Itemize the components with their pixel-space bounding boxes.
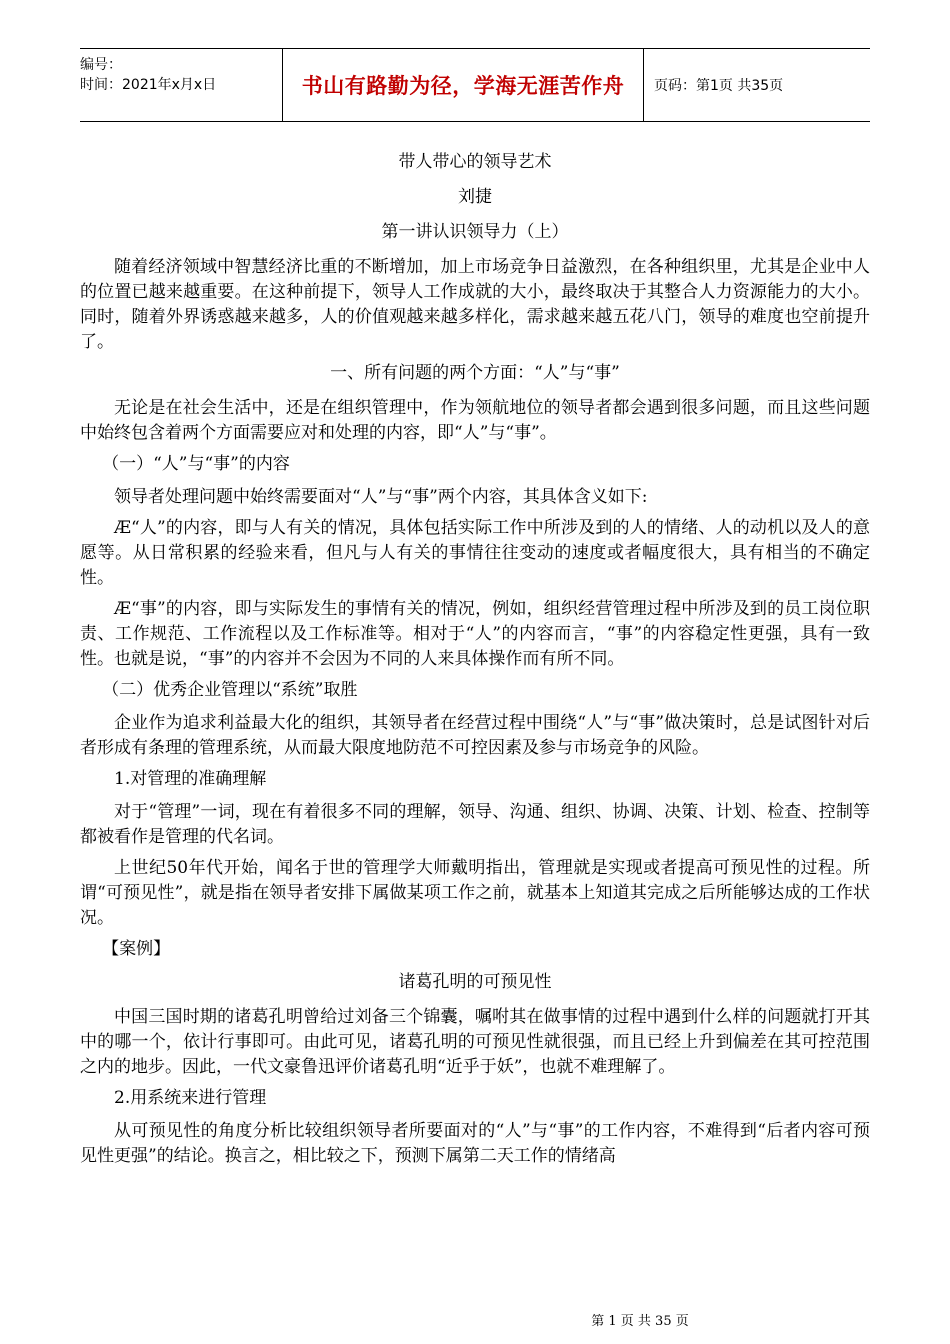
- paragraph: 从可预见性的角度分析比较组织领导者所要面对的“人”与“事”的工作内容，不难得到“后者内容可预见性更强”的结论。换言之，相比较之下，预测下属第二天工作的情绪高: [80, 1121, 870, 1166]
- doc-author: 刘捷: [458, 187, 492, 207]
- header-meta: [80, 49, 282, 121]
- doc-title: 带人带心的领导艺术: [398, 152, 552, 172]
- paragraph: 中国三国时期的诸葛孔明曾给过刘备三个锦囊，嘱咐其在做事情的过程中遇到什么样的问题就打开其中的哪一个，依计行事即可。由此可见，诸葛孔明的可预见性就很强，而且已经上升到偏差在其可控范围之内的地步。因此，一代文豪鲁迅评价诸葛孔明“近乎于妖”，也就不难理解了。: [80, 1007, 870, 1077]
- subsection-heading: （一）“人”与“事”的内容: [102, 454, 290, 474]
- case-title: 诸葛孔明的可预见性: [398, 972, 552, 992]
- number-label: 编号：: [80, 57, 122, 73]
- paragraph: Æ“事”的内容，即与实际发生的事情有关的情况，例如，组织经营管理过程中所涉及到的员工岗位职责、工作规范、工作流程以及工作标准等。相对于“人”的内容而言，“事”的内容稳定性更强，具有一致性。也就是说，“事”的内容并不会因为不同的人来具体操作而有所不同。: [80, 599, 870, 669]
- paragraph: 领导者处理问题中始终需要面对“人”与“事”两个内容，其具体含义如下:: [114, 487, 648, 507]
- item-heading: 2.用系统来进行管理: [114, 1088, 267, 1108]
- document-body: [80, 150, 870, 1175]
- page-footer: 第 1 页 共 35 页: [591, 1314, 689, 1329]
- page-header: [80, 48, 870, 122]
- header-page-label: 页码：第1页 共35页: [654, 78, 784, 94]
- subsection-heading: （二）优秀企业管理以“系统”取胜: [102, 680, 358, 700]
- paragraph: 随着经济领域中智慧经济比重的不断增加，加上市场竞争日益激烈，在各种组织里，尤其是企业中人的位置已越来越重要。在这种前提下，领导人工作成就的大小，最终取决于其整合人力资源能力的大小。同时，随着外界诱惑越来越多，人的价值观越来越多样化，需求越来越五花八门，领导的难度也空前提升了。: [80, 257, 870, 352]
- lecture-title: 第一讲认识领导力（上）: [381, 222, 569, 242]
- paragraph: 企业作为追求利益最大化的组织，其领导者在经营过程中围绕“人”与“事”做决策时，总是试图针对后者形成有条理的管理系统，从而最大限度地防范不可控因素及参与市场竞争的风险。: [80, 713, 870, 758]
- case-label: 【案例】: [102, 939, 171, 959]
- section-heading: 一、所有问题的两个方面：“人”与“事”: [330, 363, 620, 383]
- paragraph: 上世纪50年代开始，闻名于世的管理学大师戴明指出，管理就是实现或者提高可预见性的过程。所谓“可预见性”，就是指在领导者安排下属做某项工作之前，就基本上知道其完成之后所能够达成的工作状况。: [80, 858, 870, 928]
- paragraph: 无论是在社会生活中，还是在组织管理中，作为领航地位的领导者都会遇到很多问题，而且这些问题中始终包含着两个方面需要应对和处理的内容，即“人”与“事”。: [80, 398, 870, 443]
- paragraph: Æ“人”的内容，即与人有关的情况，具体包括实际工作中所涉及到的人的情绪、人的动机以及人的意愿等。从日常积累的经验来看，但凡与人有关的事情往往变动的速度或者幅度很大，具有相当的不确定性。: [80, 518, 870, 588]
- time-label: 时间：2021年x月x日: [80, 77, 217, 93]
- paragraph: 对于“管理”一词，现在有着很多不同的理解，领导、沟通、组织、协调、决策、计划、检查、控制等都被看作是管理的代名词。: [80, 802, 870, 847]
- header-motto: 书山有路勤为径，学海无涯苦作舟: [282, 49, 644, 121]
- item-heading: 1.对管理的准确理解: [114, 769, 267, 789]
